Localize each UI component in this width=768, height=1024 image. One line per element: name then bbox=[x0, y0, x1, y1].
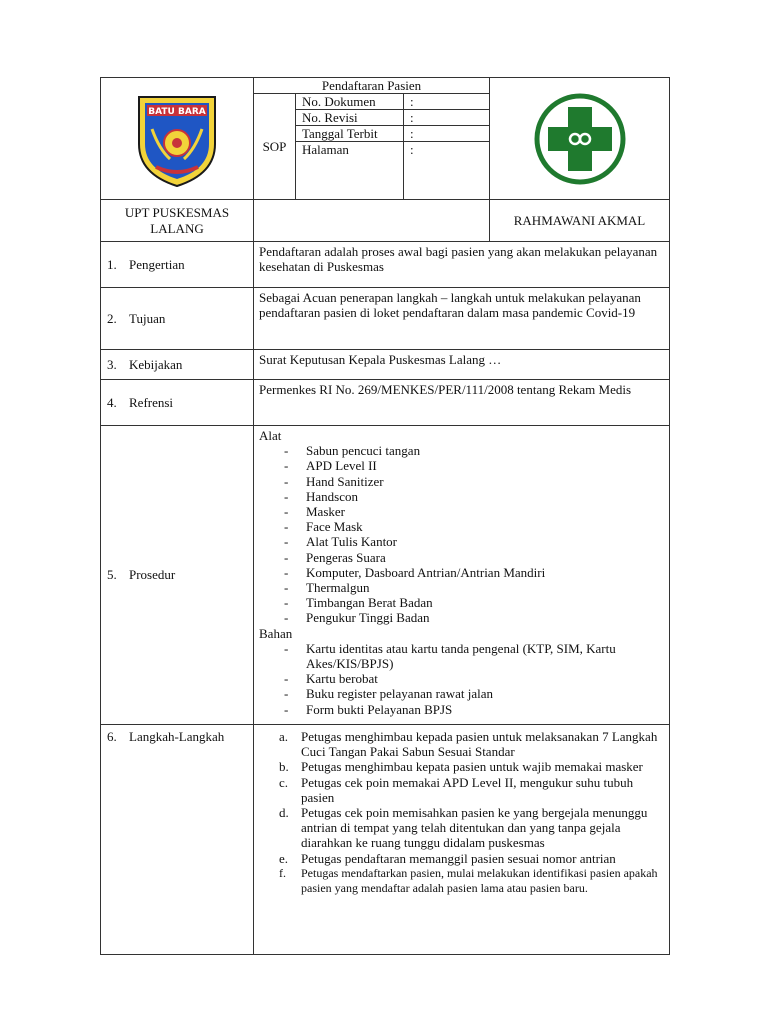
section-kebijakan bbox=[101, 350, 669, 380]
bahan-item: - Form bukti Pelayanan BPJS bbox=[259, 702, 665, 717]
meta-name: Tanggal Terbit bbox=[296, 126, 403, 142]
step-item bbox=[259, 851, 665, 866]
langkah-content bbox=[254, 725, 669, 954]
alat-item: - Timbangan Berat Badan bbox=[259, 595, 665, 610]
section-number: 2. bbox=[107, 310, 117, 326]
meta-value: : bbox=[410, 142, 414, 157]
bahan-item: - Kartu identitas atau kartu tanda pengenal (KTP, SIM, Kartu Akes/KIS/BPJS) bbox=[259, 641, 665, 671]
bahan-list bbox=[259, 641, 665, 717]
step-marker: d. bbox=[279, 805, 289, 821]
alat-item: - Thermalgun bbox=[259, 580, 665, 595]
step-item bbox=[259, 866, 665, 896]
org-row bbox=[101, 200, 669, 242]
step-marker: f. bbox=[279, 865, 286, 880]
prosedur-content bbox=[254, 426, 669, 724]
step-item bbox=[259, 729, 665, 759]
step-item bbox=[259, 775, 665, 805]
section-prosedur bbox=[101, 426, 669, 725]
meta-names bbox=[296, 94, 404, 199]
header-row bbox=[101, 78, 669, 200]
section-label: Tujuan bbox=[129, 310, 166, 326]
step-text: Petugas mendaftarkan pasien, mulai melakukan identifikasi pasien apakah pasien yang mendaftar adalah pasien lama atau pasien baru. bbox=[301, 865, 658, 896]
section-tujuan bbox=[101, 288, 669, 350]
left-logo-cell bbox=[101, 78, 254, 199]
section-text: Surat Keputusan Kepala Puskesmas Lalang … bbox=[259, 352, 502, 367]
step-text: Petugas pendaftaran memanggil pasien sesuai nomor antrian bbox=[301, 850, 616, 866]
bahan-item: - Kartu berobat bbox=[259, 671, 665, 686]
step-text: Petugas cek poin memisahkan pasien ke yang bergejala menunggu antrian di tempat yang telah ditentukan dan yang tanpa gejala diarahkan ke ruang tunggu didalam puskesmas bbox=[301, 805, 648, 851]
alat-item: - Face Mask bbox=[259, 519, 665, 534]
step-text: Petugas menghimbau kepata pasien untuk wajib memakai masker bbox=[301, 759, 643, 775]
alat-item: - Sabun pencuci tangan bbox=[259, 443, 665, 458]
sop-label: SOP bbox=[254, 94, 296, 199]
section-label: Langkah-Langkah bbox=[129, 729, 225, 744]
alat-item: - Pengukur Tinggi Badan bbox=[259, 610, 665, 625]
alat-item: - Handscon bbox=[259, 489, 665, 504]
section-label: Pengertian bbox=[129, 256, 185, 272]
section-label: Refrensi bbox=[129, 394, 174, 410]
document-title: Pendaftaran Pasien bbox=[254, 78, 489, 94]
step-item bbox=[259, 805, 665, 851]
meta-name: No. Dokumen bbox=[296, 94, 403, 110]
meta-name: No. Revisi bbox=[296, 110, 403, 126]
section-label: Kebijakan bbox=[129, 356, 183, 372]
section-langkah bbox=[101, 725, 669, 954]
section-number: 3. bbox=[107, 356, 117, 372]
alat-item: - Masker bbox=[259, 504, 665, 519]
meta-values bbox=[404, 94, 489, 199]
step-item bbox=[259, 759, 665, 774]
meta-name: Halaman bbox=[302, 142, 349, 157]
meta-value: : bbox=[404, 110, 489, 126]
bahan-heading: Bahan bbox=[259, 625, 293, 641]
section-text: Pendaftaran adalah proses awal bagi pasien yang akan melakukan pelayanan kesehatan di Puskesmas bbox=[259, 244, 658, 275]
alat-item: - Pengeras Suara bbox=[259, 550, 665, 565]
section-text: Permenkes RI No. 269/MENKES/PER/111/2008 tentang Rekam Medis bbox=[259, 382, 632, 397]
step-text: Petugas menghimbau kepada pasien untuk melaksanakan 7 Langkah Cuci Tangan Pakai Sabun Sesuai Standar bbox=[301, 729, 658, 760]
step-list bbox=[259, 729, 665, 896]
section-text: Sebagai Acuan penerapan langkah – langkah untuk melakukan pelayanan pendaftaran pasien di loket pendaftaran dalam masa pandemic Covid-19 bbox=[259, 290, 641, 321]
section-number: 1. bbox=[107, 256, 117, 272]
right-logo-cell bbox=[490, 78, 669, 199]
alat-item: - Hand Sanitizer bbox=[259, 474, 665, 489]
meta-value: : bbox=[404, 94, 489, 110]
batu-bara-emblem-icon bbox=[134, 89, 220, 189]
section-number: 5. bbox=[107, 567, 117, 582]
section-number: 4. bbox=[107, 394, 117, 410]
meta-value: : bbox=[404, 126, 489, 142]
left-logo-text: BATU BARA bbox=[148, 106, 206, 117]
section-pengertian bbox=[101, 242, 669, 288]
section-number: 6. bbox=[107, 729, 117, 744]
step-marker: e. bbox=[279, 850, 289, 866]
alat-item: - Alat Tulis Kantor bbox=[259, 534, 665, 549]
step-marker: a. bbox=[279, 729, 289, 744]
section-refrensi bbox=[101, 380, 669, 426]
alat-list bbox=[259, 443, 665, 625]
signer-name: RAHMAWANI AKMAL bbox=[513, 212, 646, 228]
alat-item: - Komputer, Dasboard Antrian/Antrian Mandiri bbox=[259, 565, 665, 580]
section-label: Prosedur bbox=[129, 567, 176, 582]
puskesmas-logo-icon bbox=[534, 93, 626, 185]
step-marker: b. bbox=[279, 759, 289, 775]
sop-document bbox=[100, 77, 670, 955]
sop-info-cell bbox=[254, 78, 490, 199]
org-name: UPT PUSKESMAS LALANG bbox=[101, 200, 254, 241]
bahan-item: - Buku register pelayanan rawat jalan bbox=[259, 686, 665, 701]
alat-item: - APD Level II bbox=[259, 458, 665, 473]
alat-heading: Alat bbox=[259, 428, 282, 443]
step-text: Petugas cek poin memakai APD Level II, mengukur suhu tubuh pasien bbox=[301, 774, 634, 805]
step-marker: c. bbox=[279, 774, 289, 790]
